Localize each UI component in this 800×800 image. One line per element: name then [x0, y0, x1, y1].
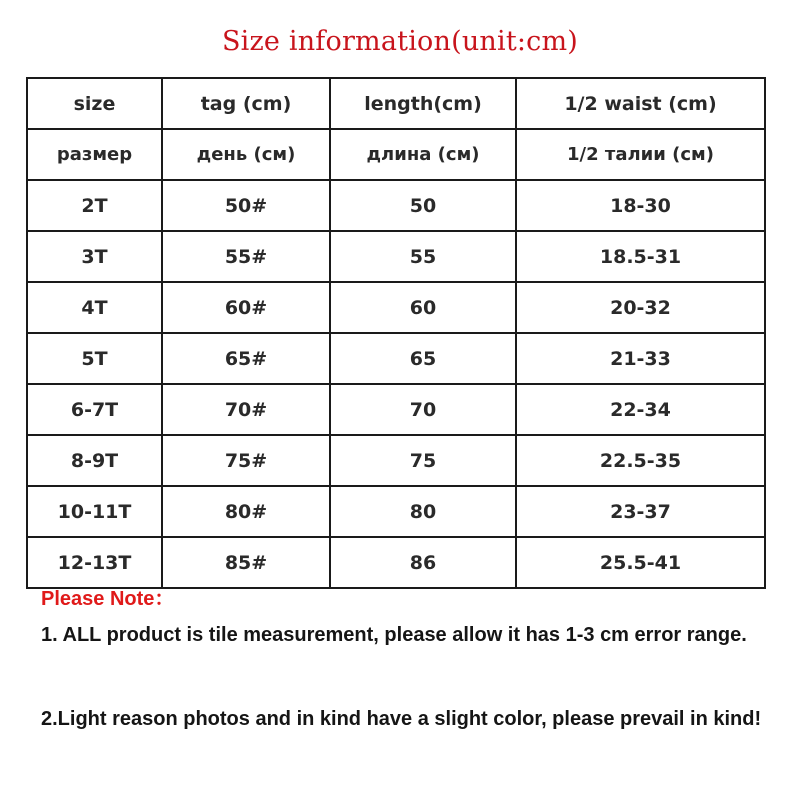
table-cell: 6-7T [27, 384, 162, 435]
table-cell: 50 [330, 180, 516, 231]
table-cell: 18-30 [516, 180, 765, 231]
table-cell: 5T [27, 333, 162, 384]
table-cell: 75 [330, 435, 516, 486]
table-cell: 86 [330, 537, 516, 588]
table-cell: 80 [330, 486, 516, 537]
header-cell: size [27, 78, 162, 129]
table-row [27, 486, 765, 537]
header-cell: 1/2 waist (cm) [516, 78, 765, 129]
table-cell: 2T [27, 180, 162, 231]
table-cell: 70 [330, 384, 516, 435]
table-header-row-ru [27, 129, 765, 180]
table-cell: 22.5-35 [516, 435, 765, 486]
table-cell: 55 [330, 231, 516, 282]
table-row [27, 282, 765, 333]
table-cell: 50# [162, 180, 330, 231]
table-cell: 3T [27, 231, 162, 282]
table-cell: 22-34 [516, 384, 765, 435]
table-cell: 4T [27, 282, 162, 333]
table-cell: 23-37 [516, 486, 765, 537]
table-cell: 70# [162, 384, 330, 435]
table-cell: 18.5-31 [516, 231, 765, 282]
table-cell: 55# [162, 231, 330, 282]
table-row [27, 384, 765, 435]
page-title: Size information(unit:cm) [221, 26, 579, 57]
table-row [27, 537, 765, 588]
header-cell: длина (см) [330, 129, 516, 180]
header-cell: день (см) [162, 129, 330, 180]
table-cell: 60 [330, 282, 516, 333]
header-cell: размер [27, 129, 162, 180]
table-cell: 12-13T [27, 537, 162, 588]
header-cell: tag (cm) [162, 78, 330, 129]
note-item: 1. ALL product is tile measurement, please allow it has 1-3 cm error range. [41, 624, 747, 646]
table-cell: 21-33 [516, 333, 765, 384]
table-cell: 75# [162, 435, 330, 486]
header-cell: length(cm) [330, 78, 516, 129]
table-row [27, 333, 765, 384]
table-cell: 80# [162, 486, 330, 537]
table-cell: 10-11T [27, 486, 162, 537]
table-row [27, 435, 765, 486]
table-header-row-en [27, 78, 765, 129]
table-cell: 20-32 [516, 282, 765, 333]
note-title: Please Note： [41, 588, 175, 610]
table-cell: 8-9T [27, 435, 162, 486]
header-cell: 1/2 талии (см) [516, 129, 765, 180]
table-cell: 25.5-41 [516, 537, 765, 588]
table-cell: 60# [162, 282, 330, 333]
table-cell: 65# [162, 333, 330, 384]
table-cell: 85# [162, 537, 330, 588]
table-row [27, 231, 765, 282]
note-item: 2.Light reason photos and in kind have a slight color, please prevail in kind! [41, 708, 762, 730]
table-cell: 65 [330, 333, 516, 384]
table-row [27, 180, 765, 231]
size-table [26, 77, 766, 589]
